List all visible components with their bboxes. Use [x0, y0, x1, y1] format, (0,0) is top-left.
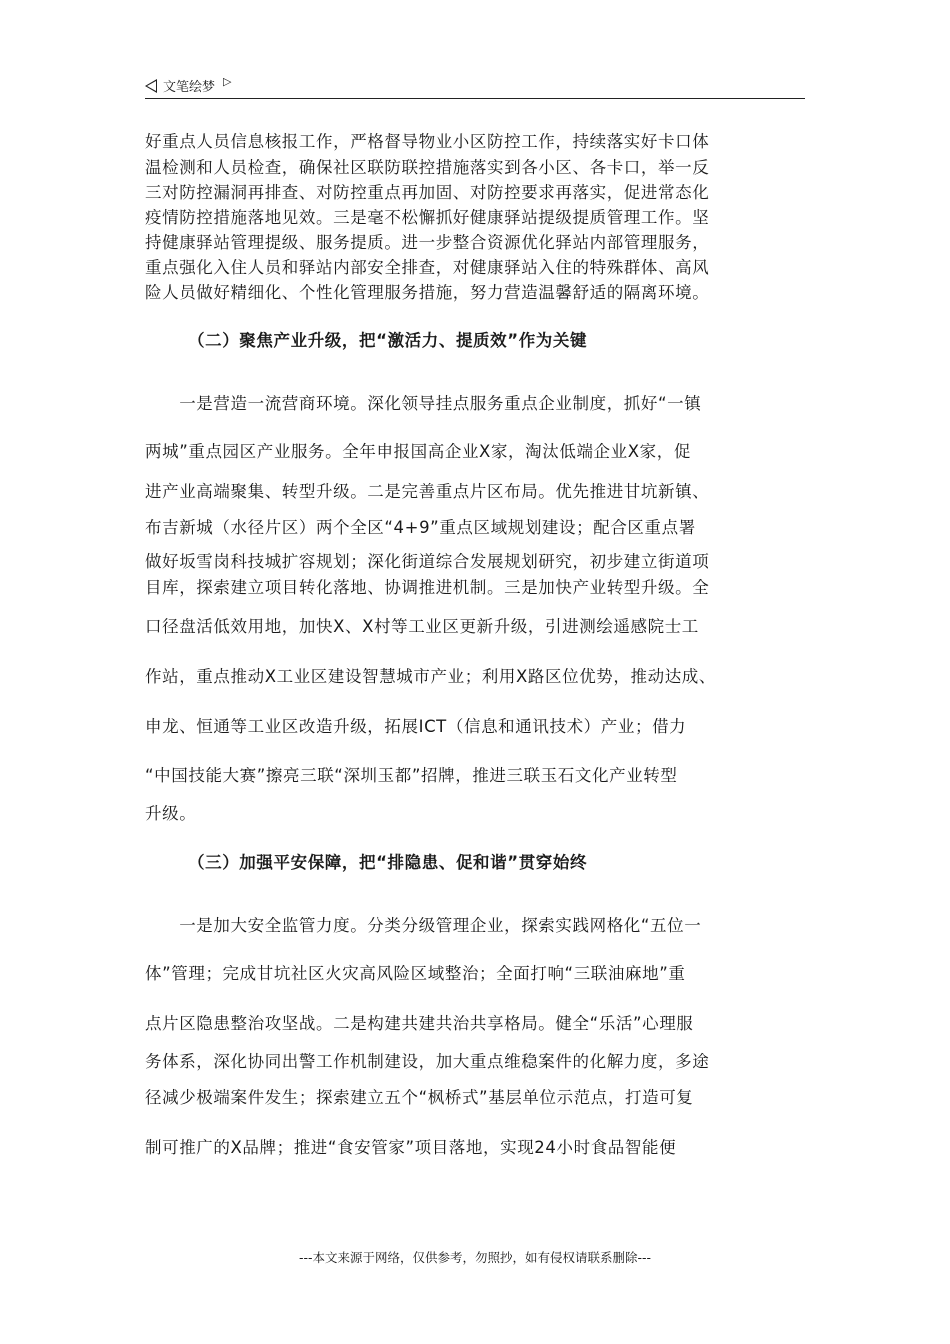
text-line: 一是营造一流营商环境。深化领导挂点服务重点企业制度，抓好“一镇 [145, 394, 702, 413]
section-heading-2: （二）聚焦产业升级，把“激活力、提质效”作为关键 [188, 331, 588, 350]
text-line: 制可推广的X品牌；推进“食安管家”项目落地，实现24小时食品智能便 [145, 1138, 677, 1157]
text-line: 布吉新城（水径片区）两个全区“4+9”重点区域规划建设；配合区重点署 [145, 518, 696, 537]
disclaimer-footer: ---本文来源于网络，仅供参考，勿照抄，如有侵权请联系删除--- [298, 1250, 652, 1265]
text-line: 好重点人员信息核报工作，严格督导物业小区防控工作，持续落实好卡口体 [145, 132, 710, 151]
text-line: 径减少极端案件发生；探索建立五个“枫桥式”基层单位示范点，打造可复 [145, 1088, 694, 1107]
text-line: 升级。 [145, 804, 197, 823]
text-line: 务体系，深化协同出警工作机制建设，加大重点维稳案件的化解力度，多途 [145, 1052, 710, 1071]
text-line: 持健康驿站管理提级、服务提质。进一步整合资源优化驿站内部管理服务， [145, 233, 710, 252]
text-line: 口径盘活低效用地，加快X、X村等工业区更新升级，引进测绘遥感院士工 [145, 617, 699, 636]
text-line: 体”管理；完成甘坑社区火灾高风险区域整治；全面打响“三联油麻地”重 [145, 964, 686, 983]
text-line: 作站，重点推动X工业区建设智慧城市产业；利用X路区位优势，推动达成、 [145, 667, 717, 686]
text-line: 做好坂雪岗科技城扩容规划；深化街道综合发展规划研究，初步建立街道项 [145, 552, 710, 571]
text-line: “中国技能大赛”擦亮三联“深圳玉都”招牌，推进三联玉石文化产业转型 [145, 766, 678, 785]
text-line: 两城”重点园区产业服务。全年申报国高企业X家，淘汰低端企业X家，促 [145, 442, 691, 461]
brand-name: 文笔绘梦 [163, 80, 216, 95]
text-line: 进产业高端聚集、转型升级。二是完善重点片区布局。优先推进甘坑新镇、 [145, 482, 710, 501]
brand [145, 76, 231, 95]
triangle-left-icon [145, 79, 157, 93]
page-header [145, 74, 805, 99]
text-line: 温检测和人员检查，确保社区联防联控措施落实到各小区、各卡口，举一反 [145, 158, 710, 177]
section-heading-3: （三）加强平安保障，把“排隐患、促和谐”贯穿始终 [188, 853, 588, 872]
text-line: 目库，探索建立项目转化落地、协调推进机制。三是加快产业转型升级。全 [145, 578, 710, 597]
text-line: 点片区隐患整治攻坚战。二是构建共建共治共享格局。健全“乐活”心理服 [145, 1014, 694, 1033]
text-line: 重点强化入住人员和驿站内部安全排查，对健康驿站入住的特殊群体、高风 [145, 258, 710, 277]
text-line: 险人员做好精细化、个性化管理服务措施，努力营造温馨舒适的隔离环境。 [145, 283, 710, 302]
text-line: 三对防控漏洞再排查、对防控重点再加固、对防控要求再落实，促进常态化 [145, 183, 710, 202]
text-line: 申龙、恒通等工业区改造升级，拓展ICT（信息和通讯技术）产业；借力 [145, 717, 687, 736]
text-line: 疫情防控措施落地见效。三是毫不松懈抓好健康驿站提级提质管理工作。坚 [145, 208, 710, 227]
text-line: 一是加大安全监管力度。分类分级管理企业，探索实践网格化“五位一 [145, 916, 702, 935]
triangle-right-icon: ▷ [223, 75, 232, 88]
